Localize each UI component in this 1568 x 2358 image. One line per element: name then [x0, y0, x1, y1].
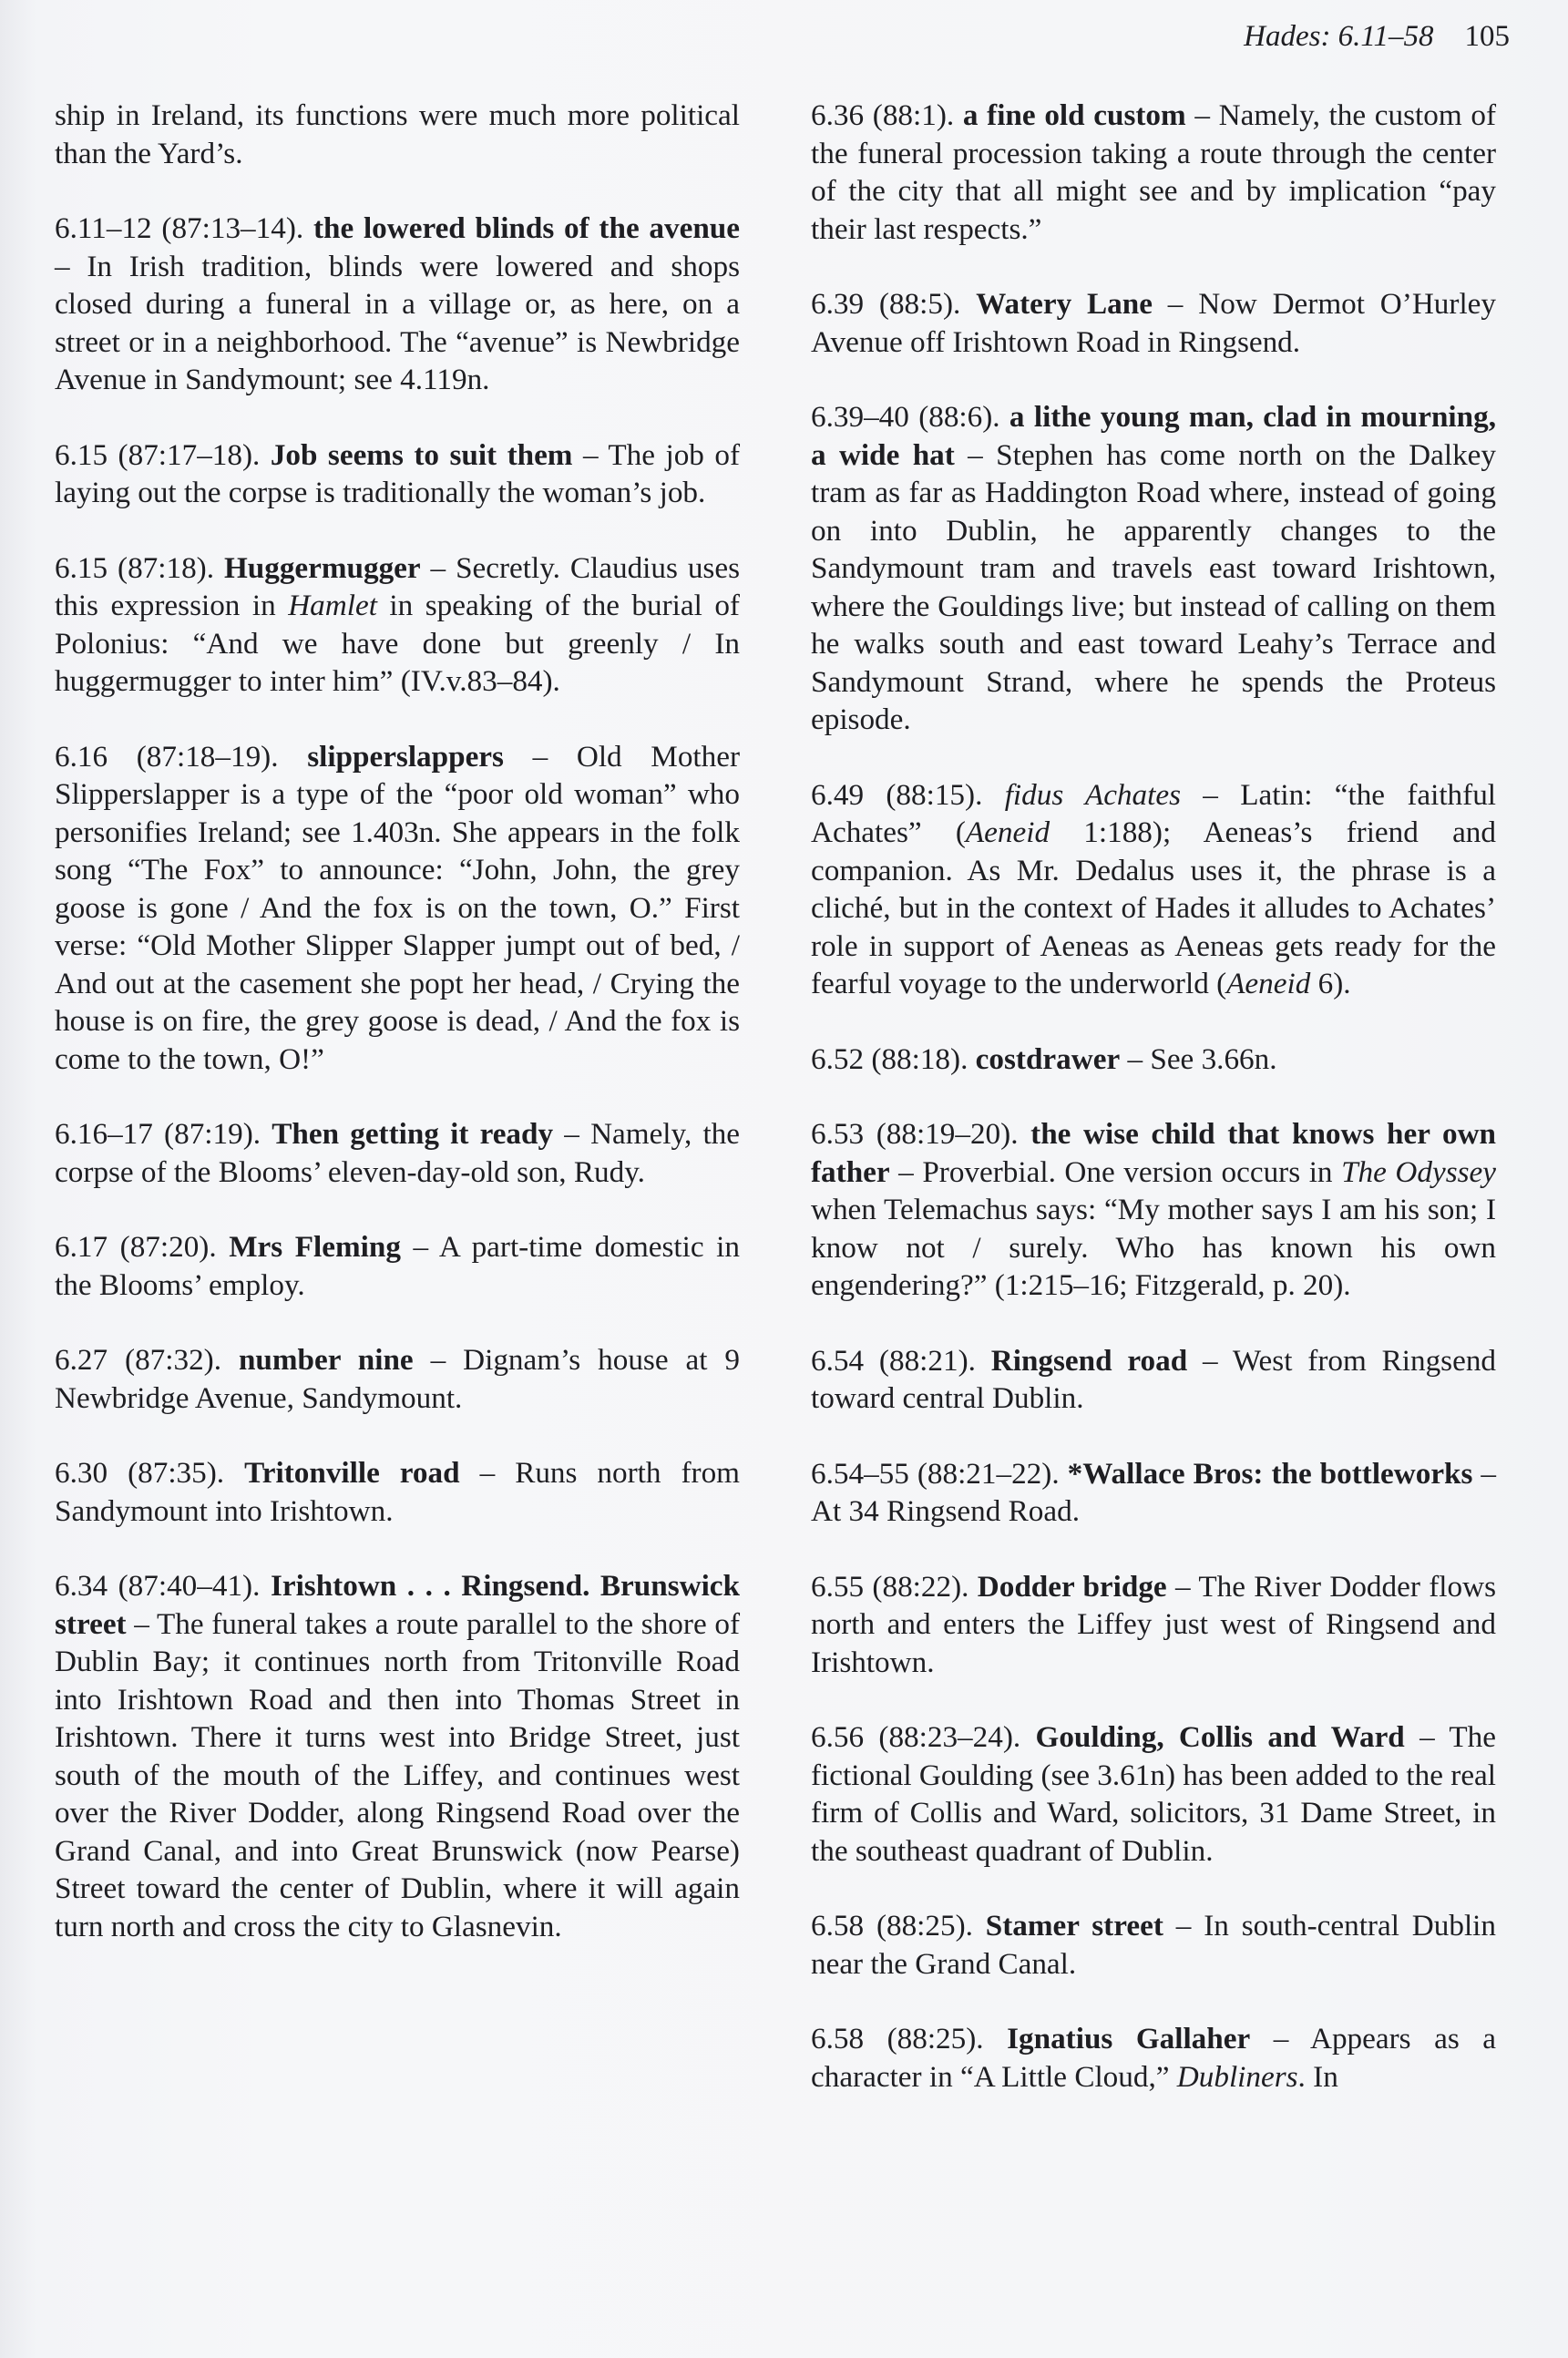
entry-headword: Goulding, Collis and Ward — [1035, 1720, 1405, 1754]
entry-text: – A part-time domestic in the Blooms’ employ. — [55, 1230, 740, 1302]
annotation-entry — [811, 285, 1496, 361]
page-number: 105 — [1464, 20, 1510, 53]
entry-headword: costdrawer — [975, 1041, 1121, 1076]
entry-text: 6.16 (87:18–19). — [55, 739, 308, 774]
entry-text: when Telemachus says: “My mother says I am his son; I know not / surely. Who has known his own engendering?” (1:215–16; Fitzgerald, p. 20). — [811, 1193, 1496, 1302]
running-head — [1244, 20, 1510, 54]
right-column — [811, 97, 1496, 2133]
entry-text: 6). — [1310, 967, 1351, 1000]
annotation-entry — [811, 2020, 1496, 2096]
entry-text: 6.27 (87:32). — [55, 1343, 239, 1377]
annotation-entry — [811, 1455, 1496, 1531]
entry-text: – Proverbial. One version occurs in — [889, 1154, 1342, 1189]
entry-italic-text: fidus Achates — [1004, 777, 1181, 812]
entry-italic-text: Dubliners — [1176, 2059, 1298, 2094]
entry-text: – Latin: “the faithful Achates” ( — [811, 777, 1497, 849]
entry-text: 6.56 (88:23–24). — [811, 1720, 1036, 1754]
entry-headword: Then getting it ready — [272, 1117, 554, 1151]
entry-text: 6.58 (88:25). — [811, 2022, 1008, 2056]
entry-text: . In — [1297, 2059, 1338, 2094]
annotation-entry — [55, 1228, 740, 1304]
entry-text: – See 3.66n. — [1120, 1041, 1277, 1076]
entry-text: 6.17 (87:20). — [55, 1230, 230, 1264]
annotation-entry — [811, 97, 1496, 248]
entry-headword: Ringsend road — [990, 1343, 1188, 1378]
entry-headword: Tritonville road — [244, 1456, 460, 1490]
entry-text: 6.52 (88:18). — [811, 1041, 976, 1076]
annotation-entry — [55, 97, 740, 172]
annotation-entry — [55, 210, 740, 399]
entry-text: – The River Dodder flows north and enters the Liffey just west of Ringsend and Irishtown. — [811, 1569, 1496, 1679]
entry-italic-text: Hamlet — [288, 589, 377, 622]
annotation-entry — [811, 1907, 1496, 1983]
entry-headword: Irishtown . . . Ringsend. Brunswick street — [55, 1569, 740, 1641]
annotation-entry — [55, 738, 740, 1079]
entry-text: – The funeral takes a route parallel to the shore of Dublin Bay; it continues north from Tritonville Road into Irishtown Road and then into Thomas Street in Irishtown. There it turns west into Bridge Street, just south of the mouth of the Liffey, and continues west over the River Dodder, along Ringsend Road over the Grand Canal, and into Great Brunswick (now Pearse) Street toward the center of Dublin, where it will again turn north and cross the city to Glasnevin. — [55, 1606, 740, 1943]
annotation-entry — [811, 398, 1496, 739]
annotation-entry — [811, 776, 1496, 1003]
entry-headword: Huggermugger — [223, 550, 421, 585]
entry-text: 6.39–40 (88:6). — [811, 400, 1009, 434]
entry-headword: slipperslappers — [307, 739, 504, 774]
entry-text: – Now Dermot O’Hurley Avenue off Irishtown Road in Ringsend. — [811, 287, 1496, 359]
entry-text: 6.30 (87:35). — [55, 1456, 245, 1490]
entry-text: – In Irish tradition, blinds were lowered and shops closed during a funeral in a village or, as here, on a street or in a neighborhood. The “avenue” is Newbridge Avenue in Sandymount; see 4.119n. — [55, 249, 740, 396]
entry-text: 6.55 (88:22). — [811, 1569, 978, 1604]
annotation-entry — [55, 1115, 740, 1191]
entry-text: – At 34 Ringsend Road. — [811, 1456, 1497, 1528]
annotation-entry — [55, 1341, 740, 1417]
entry-italic-text: Aeneid — [965, 815, 1050, 849]
entry-text: – Secretly. Claudius uses this expression in — [55, 550, 740, 622]
entry-text: – Stephen has come north on the Dalkey tram as far as Haddington Road where, instead of going on into Dublin, he apparently changes to the Sandymount tram and travels east toward Irishtown, where the Gouldings live; but instead of calling on them he walks south and east toward Leahy’s Terrace and Sandymount Strand, where he spends the Proteus episode. — [811, 437, 1496, 736]
annotation-entry — [55, 1454, 740, 1530]
annotation-entry — [55, 436, 740, 512]
entry-text: – Dignam’s house at 9 Newbridge Avenue, Sandymount. — [55, 1343, 740, 1415]
entry-headword: *Wallace Bros: the bottleworks — [1067, 1456, 1473, 1491]
entry-text: 6.15 (87:18). — [55, 550, 224, 585]
entry-headword: Ignatius Gallaher — [1007, 2022, 1251, 2056]
entry-italic-text: Aeneid — [1226, 967, 1311, 1000]
entry-headword: Stamer street — [985, 1909, 1163, 1943]
entry-headword: Job seems to suit them — [270, 437, 573, 472]
entry-text: – Appears as a character in “A Little Cloud,” — [811, 2022, 1496, 2094]
entry-text: ship in Ireland, its functions were much more political than the Yard’s. — [55, 98, 740, 170]
entry-text: – Namely, the corpse of the Blooms’ eleven-day-old son, Rudy. — [55, 1117, 741, 1189]
entry-text: 6.36 (88:1). — [811, 98, 963, 132]
entry-text: 6.16–17 (87:19). — [55, 1117, 272, 1151]
entry-text: – Old Mother Slipperslapper is a type of the “poor old woman” who personifies Ireland; see 1.403n. She appears in the folk song “The Fox” to announce: “John, John, the grey goose is gone / And the fox is on the town, O.” First verse: “Old Mother Slipper Slapper jumpt out of bed, / And out at the casement she popt her head, / Crying the house is on fire, the grey goose is dead, / And the fox is come to the town, O!” — [55, 739, 741, 1076]
annotation-entry — [811, 1718, 1496, 1870]
entry-headword: the wise child that knows her own father — [811, 1117, 1496, 1189]
entry-text: – West from Ringsend toward central Dublin. — [811, 1343, 1497, 1415]
entry-text: 6.54 (88:21). — [811, 1343, 991, 1378]
entry-italic-text: The Odyssey — [1341, 1154, 1496, 1189]
entry-text: 6.34 (87:40–41). — [55, 1569, 271, 1603]
entry-text: 1:188); Aeneas’s friend and companion. As Mr. Dedalus uses it, the phrase is a cliché, but in the context of Hades it alludes to Achates’ role in support of Aeneas as Aeneas gets ready for the fearful voyage to the underworld ( — [811, 815, 1496, 1000]
annotation-entry — [55, 1567, 740, 1945]
entry-headword: number nine — [238, 1343, 414, 1377]
annotation-entry — [811, 1568, 1496, 1682]
annotation-entry — [811, 1115, 1496, 1305]
entry-text: – The job of laying out the corpse is traditionally the woman’s job. — [55, 437, 740, 509]
annotation-entry — [811, 1342, 1496, 1418]
entry-headword: Dodder bridge — [977, 1569, 1167, 1604]
left-column — [55, 97, 740, 1983]
entry-text: – The fictional Goulding (see 3.61n) has been added to the real firm of Collis and Ward, solicitors, 31 Dame Street, in the southeast quadrant of Dublin. — [811, 1720, 1497, 1868]
entry-text: – Runs north from Sandymount into Irishtown. — [55, 1456, 740, 1528]
running-head-title: Hades: 6.11–58 — [1244, 20, 1434, 53]
entry-headword: a lithe young man, clad in mourning, a wide hat — [811, 400, 1496, 472]
entry-text: in speaking of the burial of Polonius: “And we have done but greenly / In huggermugger to inter him” (IV.v.83–84). — [55, 589, 740, 698]
entry-headword: Mrs Fleming — [229, 1230, 401, 1264]
entry-text: 6.11–12 (87:13–14). — [55, 211, 313, 245]
entry-text: 6.53 (88:19–20). — [811, 1117, 1031, 1151]
entry-headword: a fine old custom — [962, 98, 1186, 132]
entry-text: 6.15 (87:17–18). — [55, 437, 271, 472]
entry-text: 6.58 (88:25). — [811, 1909, 986, 1943]
annotation-entry — [811, 1041, 1496, 1079]
entry-text: – In south-central Dublin near the Grand Canal. — [811, 1909, 1496, 1981]
entry-text: 6.54–55 (88:21–22). — [811, 1456, 1068, 1491]
entry-headword: the lowered blinds of the avenue — [313, 211, 740, 245]
entry-headword: Watery Lane — [976, 287, 1153, 321]
entry-text: 6.39 (88:5). — [811, 287, 977, 321]
annotation-entry — [55, 549, 740, 701]
entry-text: 6.49 (88:15). — [811, 777, 1005, 812]
entry-text: – Namely, the custom of the funeral procession taking a route through the center of the city that all might see and by implication “pay their last respects.” — [811, 98, 1497, 246]
